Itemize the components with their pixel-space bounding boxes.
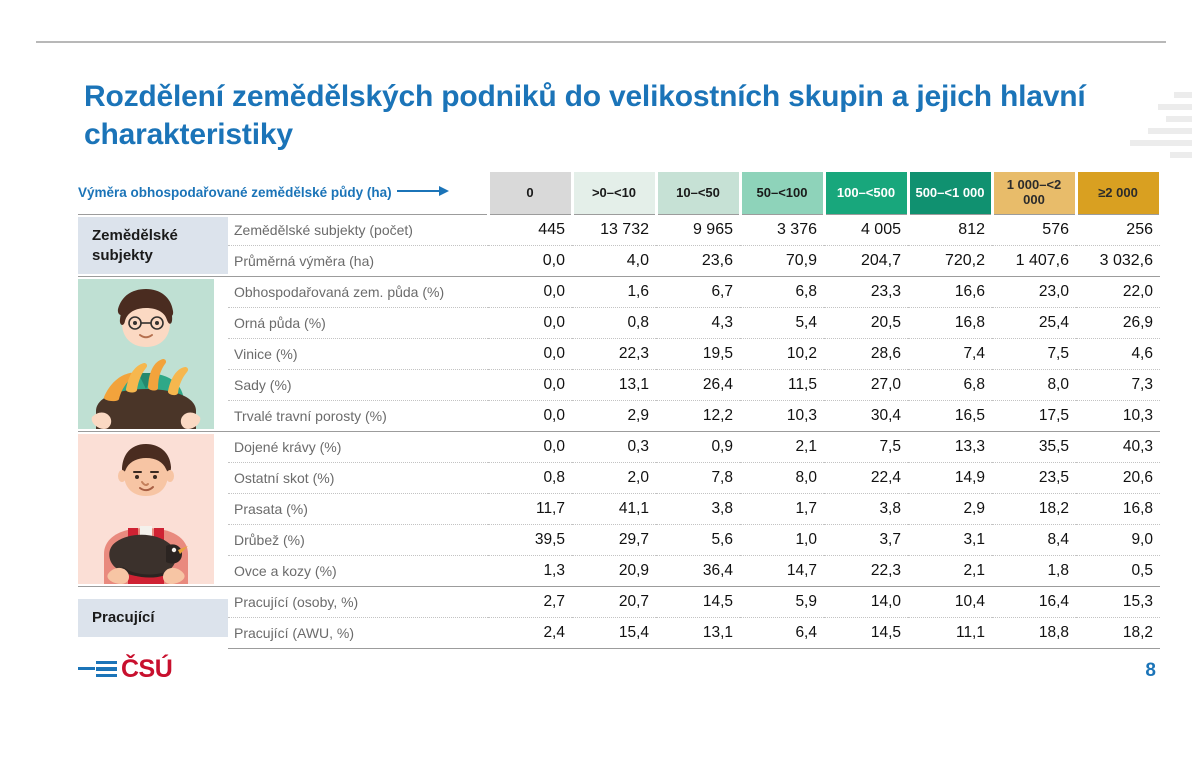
table-cell: 20,7 — [572, 587, 656, 618]
table-cell: 1,8 — [992, 556, 1076, 587]
table-row — [78, 277, 1160, 308]
row-label: Pracující (AWU, %) — [228, 618, 488, 649]
row-label: Sady (%) — [228, 370, 488, 401]
table-cell: 5,4 — [740, 308, 824, 339]
table-cell: 13 732 — [572, 215, 656, 246]
header-divider — [36, 41, 1166, 43]
table-cell: 13,1 — [656, 618, 740, 649]
column-header-6[interactable]: 1 000–<2 000 — [992, 172, 1076, 215]
table-cell: 28,6 — [824, 339, 908, 370]
table-row — [78, 494, 1160, 525]
table-cell: 17,5 — [992, 401, 1076, 432]
table-cell: 23,0 — [992, 277, 1076, 308]
table-cell: 2,4 — [488, 618, 572, 649]
table-cell: 35,5 — [992, 432, 1076, 463]
table-cell: 0,0 — [488, 432, 572, 463]
table-cell: 7,5 — [992, 339, 1076, 370]
table-cell: 36,4 — [656, 556, 740, 587]
table-cell: 18,8 — [992, 618, 1076, 649]
csu-logo — [78, 657, 172, 682]
table-cell: 22,3 — [572, 339, 656, 370]
table-cell: 10,3 — [740, 401, 824, 432]
row-label: Obhospodařovaná zem. půda (%) — [228, 277, 488, 308]
table-cell: 0,0 — [488, 370, 572, 401]
table-cell: 23,3 — [824, 277, 908, 308]
table-row — [78, 401, 1160, 432]
table-cell: 0,0 — [488, 339, 572, 370]
row-label: Průměrná výměra (ha) — [228, 246, 488, 277]
table-cell: 41,1 — [572, 494, 656, 525]
row-group-label — [78, 587, 228, 649]
table-cell: 256 — [1076, 215, 1160, 246]
column-header-0[interactable]: 0 — [488, 172, 572, 215]
column-header-5[interactable]: 500–<1 000 — [908, 172, 992, 215]
table-cell: 23,6 — [656, 246, 740, 277]
table-header-row — [78, 172, 1160, 215]
table-cell: 720,2 — [908, 246, 992, 277]
table-cell: 1,6 — [572, 277, 656, 308]
table-cell: 0,0 — [488, 401, 572, 432]
table-cell: 22,3 — [824, 556, 908, 587]
farmer-man-holding-chicken-illustration-frame — [78, 434, 214, 584]
table-cell: 18,2 — [1076, 618, 1160, 649]
column-header-1[interactable]: >0–<10 — [572, 172, 656, 215]
farmer-man-holding-chicken-illustration — [78, 432, 228, 587]
table-cell: 13,3 — [908, 432, 992, 463]
table-cell: 3,7 — [824, 525, 908, 556]
farmer-woman-with-vegetable-basket-illustration — [78, 277, 228, 432]
table-cell: 20,9 — [572, 556, 656, 587]
table-cell: 10,4 — [908, 587, 992, 618]
table-cell: 15,4 — [572, 618, 656, 649]
table-cell: 39,5 — [488, 525, 572, 556]
row-label: Dojené krávy (%) — [228, 432, 488, 463]
table-cell: 26,4 — [656, 370, 740, 401]
table-cell: 16,8 — [1076, 494, 1160, 525]
table-cell: 12,2 — [656, 401, 740, 432]
table-cell: 20,5 — [824, 308, 908, 339]
table-cell: 7,3 — [1076, 370, 1160, 401]
table-cell: 16,4 — [992, 587, 1076, 618]
table-cell: 2,1 — [740, 432, 824, 463]
table-cell: 14,7 — [740, 556, 824, 587]
table-cell: 0,9 — [656, 432, 740, 463]
table-cell: 8,0 — [740, 463, 824, 494]
characteristics-table — [78, 172, 1162, 649]
table-cell: 70,9 — [740, 246, 824, 277]
table-cell: 4,0 — [572, 246, 656, 277]
row-label: Vinice (%) — [228, 339, 488, 370]
table-cell: 4,6 — [1076, 339, 1160, 370]
table-row — [78, 525, 1160, 556]
table-row — [78, 463, 1160, 494]
table-cell: 14,5 — [656, 587, 740, 618]
table-cell: 14,0 — [824, 587, 908, 618]
table-row — [78, 618, 1160, 649]
row-label: Orná půda (%) — [228, 308, 488, 339]
table-cell: 7,4 — [908, 339, 992, 370]
table-cell: 2,1 — [908, 556, 992, 587]
row-label: Zemědělské subjekty (počet) — [228, 215, 488, 246]
table-cell: 6,8 — [908, 370, 992, 401]
table-cell: 2,0 — [572, 463, 656, 494]
table-cell: 812 — [908, 215, 992, 246]
column-header-2[interactable]: 10–<50 — [656, 172, 740, 215]
table-cell: 3,1 — [908, 525, 992, 556]
table-cell: 3 032,6 — [1076, 246, 1160, 277]
row-label: Prasata (%) — [228, 494, 488, 525]
table-cell: 0,0 — [488, 246, 572, 277]
table-cell: 6,8 — [740, 277, 824, 308]
table-cell: 29,7 — [572, 525, 656, 556]
page-title: Rozdělení zemědělských podniků do velikostních skupin a jejich hlavní charakteristiky — [84, 80, 1086, 152]
table-cell: 23,5 — [992, 463, 1076, 494]
table-cell: 8,4 — [992, 525, 1076, 556]
table-cell: 0,8 — [488, 463, 572, 494]
table-cell: 4 005 — [824, 215, 908, 246]
column-header-7[interactable]: ≥2 000 — [1076, 172, 1160, 215]
table-row — [78, 339, 1160, 370]
table-cell: 9 965 — [656, 215, 740, 246]
table-row — [78, 215, 1160, 246]
table-cell: 1,7 — [740, 494, 824, 525]
table-cell: 16,5 — [908, 401, 992, 432]
table-cell: 19,5 — [656, 339, 740, 370]
table-cell: 4,3 — [656, 308, 740, 339]
table-cell: 10,2 — [740, 339, 824, 370]
table-row — [78, 370, 1160, 401]
table-cell: 30,4 — [824, 401, 908, 432]
row-label: Ovce a kozy (%) — [228, 556, 488, 587]
table-cell: 1,3 — [488, 556, 572, 587]
table-cell: 7,5 — [824, 432, 908, 463]
row-label: Drůbež (%) — [228, 525, 488, 556]
table-body — [78, 215, 1160, 649]
page-number: 8 — [1145, 660, 1156, 681]
table-row — [78, 308, 1160, 339]
table-cell: 2,9 — [908, 494, 992, 525]
size-axis-label — [78, 172, 488, 215]
table-cell: 40,3 — [1076, 432, 1160, 463]
table-cell: 16,8 — [908, 308, 992, 339]
table-cell: 26,9 — [1076, 308, 1160, 339]
column-header-4[interactable]: 100–<500 — [824, 172, 908, 215]
csu-logo-text: ČSÚ — [121, 655, 173, 683]
table-cell: 8,0 — [992, 370, 1076, 401]
table-cell: 14,9 — [908, 463, 992, 494]
table-cell: 2,9 — [572, 401, 656, 432]
data-table-container — [78, 172, 1160, 649]
column-header-3[interactable]: 50–<100 — [740, 172, 824, 215]
table-cell: 27,0 — [824, 370, 908, 401]
row-group-label — [78, 215, 228, 277]
table-cell: 445 — [488, 215, 572, 246]
decorative-bars — [1130, 92, 1192, 158]
table-cell: 5,6 — [656, 525, 740, 556]
csu-bars-icon — [78, 658, 118, 682]
table-cell: 25,4 — [992, 308, 1076, 339]
table-cell: 576 — [992, 215, 1076, 246]
table-cell: 14,5 — [824, 618, 908, 649]
table-head — [78, 172, 1160, 215]
size-axis-label-text: Výměra obhospodařované zemědělské půdy (ha) — [78, 184, 392, 200]
table-cell: 6,4 — [740, 618, 824, 649]
arrow-right-icon — [397, 187, 449, 196]
table-cell: 1,0 — [740, 525, 824, 556]
table-cell: 0,3 — [572, 432, 656, 463]
table-cell: 3 376 — [740, 215, 824, 246]
table-cell: 10,3 — [1076, 401, 1160, 432]
table-cell: 15,3 — [1076, 587, 1160, 618]
row-group-title: Zemědělské subjekty — [78, 217, 228, 274]
table-cell: 22,0 — [1076, 277, 1160, 308]
row-group-title: Pracující — [78, 599, 228, 637]
table-cell: 6,7 — [656, 277, 740, 308]
table-cell: 3,8 — [656, 494, 740, 525]
table-row — [78, 432, 1160, 463]
table-cell: 9,0 — [1076, 525, 1160, 556]
table-row — [78, 556, 1160, 587]
table-cell: 0,5 — [1076, 556, 1160, 587]
table-cell: 204,7 — [824, 246, 908, 277]
table-cell: 0,0 — [488, 277, 572, 308]
table-cell: 7,8 — [656, 463, 740, 494]
table-cell: 1 407,6 — [992, 246, 1076, 277]
table-cell: 11,1 — [908, 618, 992, 649]
table-cell: 13,1 — [572, 370, 656, 401]
table-cell: 11,5 — [740, 370, 824, 401]
row-label: Ostatní skot (%) — [228, 463, 488, 494]
table-cell: 20,6 — [1076, 463, 1160, 494]
row-label: Pracující (osoby, %) — [228, 587, 488, 618]
table-cell: 18,2 — [992, 494, 1076, 525]
table-cell: 2,7 — [488, 587, 572, 618]
row-label: Trvalé travní porosty (%) — [228, 401, 488, 432]
table-row — [78, 587, 1160, 618]
table-cell: 16,6 — [908, 277, 992, 308]
table-cell: 11,7 — [488, 494, 572, 525]
table-row — [78, 246, 1160, 277]
table-cell: 0,0 — [488, 308, 572, 339]
table-cell: 3,8 — [824, 494, 908, 525]
table-cell: 5,9 — [740, 587, 824, 618]
table-cell: 0,8 — [572, 308, 656, 339]
farmer-woman-with-vegetable-basket-illustration-frame — [78, 279, 214, 429]
table-cell: 22,4 — [824, 463, 908, 494]
